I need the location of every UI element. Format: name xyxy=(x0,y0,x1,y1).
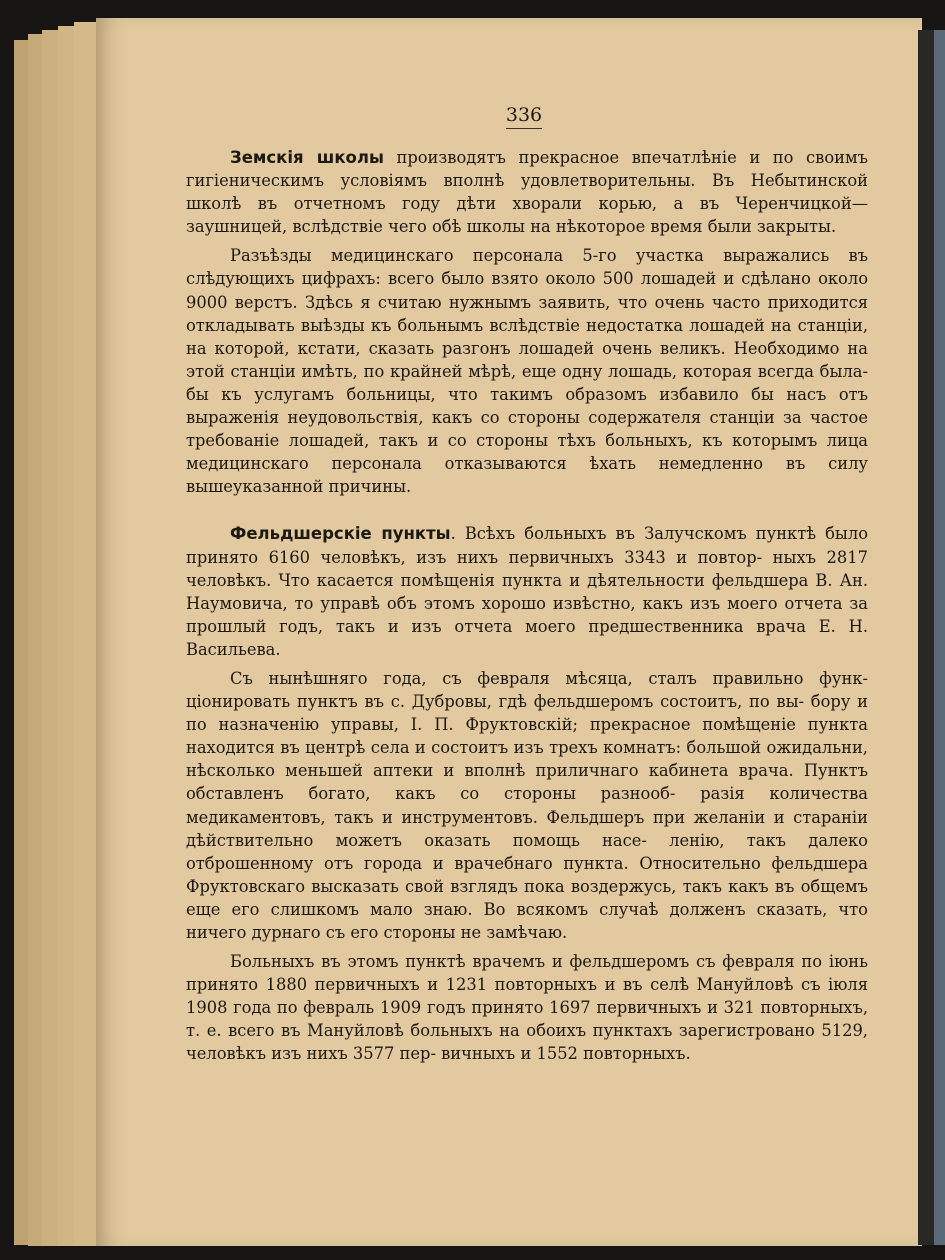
paragraph-bolnykh xyxy=(186,950,868,1065)
text-line: отказываются ѣхать немедленно въ силу вышеуказанной причины. xyxy=(186,454,869,497)
text-line: вичныхъ и 1552 повторныхъ. xyxy=(441,1044,691,1064)
text-line: слѣдующихъ цифрахъ: всего было взято около 500 лошадей и сдѣлано xyxy=(186,269,811,289)
text-line: ныхъ 2817 человѣкъ. Что касается помѣщенія пункта и дѣятельности xyxy=(186,547,868,590)
text-line: большой ожидальни, нѣсколько меньшей аптеки и вполнѣ приличнаго xyxy=(186,738,868,781)
text-line: ленію, такъ далеко отброшенному отъ города и врачебнаго пункта. xyxy=(186,830,868,873)
paragraph-zemskie-shkoly xyxy=(186,146,868,238)
paragraph-razezdy xyxy=(186,244,868,498)
text-line: производятъ прекрасное впечатлѣніе и по своимъ xyxy=(383,148,869,167)
text-line: было принято 6160 человѣкъ, изъ нихъ первичныхъ 3343 и повтор- xyxy=(186,524,869,567)
paragraph-dubrovy xyxy=(186,667,868,944)
text-line: великъ. Необходимо на этой станціи имѣть, по крайней мѣрѣ, еще одну xyxy=(186,338,868,381)
text-line: какъ изъ моего отчета за прошлый годъ, такъ и изъ отчета моего xyxy=(186,593,868,636)
text-line: фельдшера В. Ан. Наумовича, то управѣ объ этомъ хорошо извѣстно, xyxy=(186,570,869,613)
text-line: предшественника врача Е. Н. Васильева. xyxy=(186,616,869,659)
text-line: приходится откладывать выѣзды къ больнымъ вслѣдствіе недостатка xyxy=(186,292,868,335)
page-number-wrap xyxy=(494,104,554,129)
paragraph-heading: Фельдшерскіе пункты xyxy=(230,524,451,544)
paragraph-feldshersk-punkty xyxy=(186,522,868,661)
text-line: . Всѣхъ больныхъ въ Залучскомъ пунктѣ xyxy=(450,524,817,544)
text-line: стороны тѣхъ больныхъ, къ которымъ лица медицинскаго персонала xyxy=(186,431,868,474)
text-line: заушницей, вслѣдствіе чего обѣ школы на нѣкоторое время были xyxy=(186,217,752,237)
text-line: кабинета врача. Пунктъ обставленъ богато, какъ со стороны разнооб- xyxy=(186,761,868,804)
text-line: школѣ въ отчетномъ году дѣти хворали корью, а въ Черенчицкой— xyxy=(186,194,868,214)
background-strip xyxy=(934,30,945,1245)
text-line: около 9000 верстъ. Здѣсь я считаю нужнымъ заявить, что очень часто xyxy=(186,269,869,312)
text-line: разія количества медикаментовъ, такъ и инструментовъ. Фельдшеръ xyxy=(186,784,868,827)
text-line: обоихъ пунктахъ зарегистровано 5129, человѣкъ изъ нихъ 3577 пер- xyxy=(186,1021,868,1064)
text-line: гигіеническимъ условіямъ вполнѣ удовлетворительны. Въ Небытинской xyxy=(186,171,868,191)
text-line: образомъ избавило бы насъ отъ выраженія неудовольствія, какъ со xyxy=(186,384,868,428)
paragraph-heading: Земскія школы xyxy=(230,148,384,167)
text-line: всякомъ случаѣ долженъ сказать, что ничего дурнаго съ его стороны xyxy=(186,899,868,942)
text-line: бору и по назначенію управы, І. П. Фруктовскій; прекрасное помѣщеніе xyxy=(186,692,868,735)
page-number: 336 xyxy=(506,104,542,129)
text-line: лошадь, которая всегда была-бы къ услугамъ больницы, что такимъ xyxy=(186,361,868,404)
text-line: первичныхъ и 321 повторныхъ, т. е. всего въ Мануйловѣ больныхъ на xyxy=(186,998,869,1041)
text-line: Больныхъ въ этомъ пунктѣ врачемъ и фельдшеромъ съ февраля xyxy=(230,952,795,972)
text-line: Относительно фельдшера Фруктовскаго высказать свой взглядъ пока xyxy=(186,853,868,896)
text-line: Разъѣзды медицинскаго персонала 5-го участка выражались въ xyxy=(230,246,868,266)
text-line: Мануйловѣ съ іюля 1908 года по февраль 1909 годъ принято 1697 xyxy=(186,975,868,1018)
page-text xyxy=(186,146,868,1066)
text-line: стороны содержателя станціи за частое требованіе лошадей, такъ и со xyxy=(186,408,868,451)
text-line: пункта находится въ центрѣ села и состоитъ изъ трехъ комнатъ: xyxy=(186,715,868,758)
text-line: закрыты. xyxy=(756,217,837,237)
text-line: Съ нынѣшняго года, съ февраля мѣсяца, сталъ правильно функ- xyxy=(230,668,868,688)
text-line: воздержусь, такъ какъ въ общемъ еще его слишкомъ мало знаю. Во xyxy=(186,876,868,919)
text-line: при желаніи и стараніи дѣйствительно можетъ оказать помощь насе- xyxy=(186,807,868,850)
text-line: не замѣчаю. xyxy=(460,923,568,942)
text-line: ціонировать пунктъ въ с. Дубровы, гдѣ фельдшеромъ состоитъ, по вы- xyxy=(186,692,805,712)
text-line: по іюнь принято 1880 первичныхъ и 1231 повторныхъ и въ селѣ xyxy=(186,952,868,995)
text-line: лошадей на станціи, на которой, кстати, сказать разгонъ лошадей очень xyxy=(186,315,868,358)
